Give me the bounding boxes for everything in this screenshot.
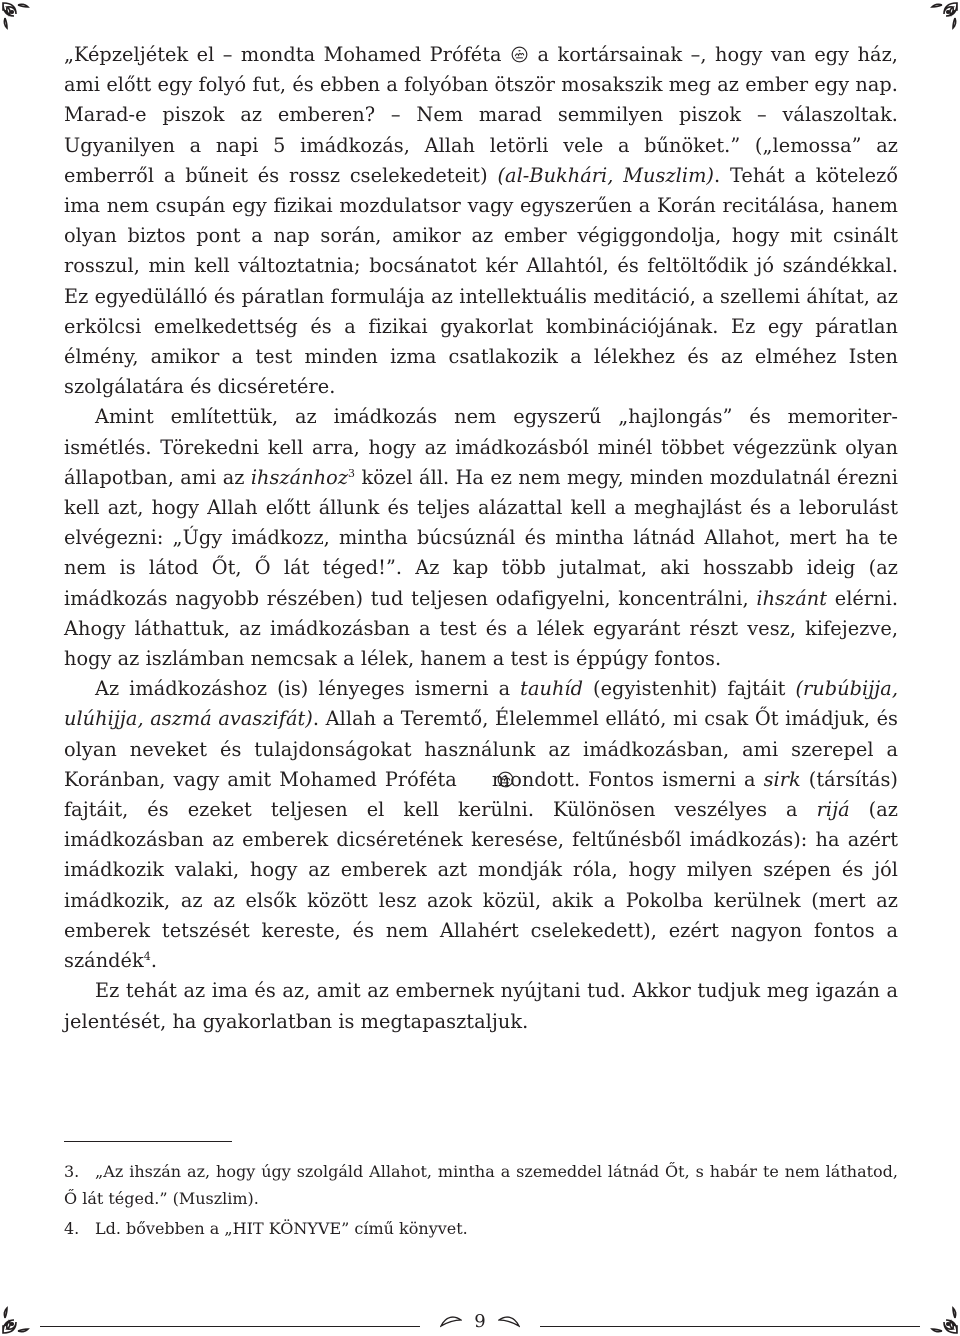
text-run: (az imádkozásban az emberek dicséretének keresése, feltűnésből imádkozás): ha azért imádkozik valaki, hogy az emberek azt mondják róla, hogy milyen szépen és jól imádkozik, az az elsők között lesz azok közül, akik a Pokolba kerülnek (mert az emberek tetszését kereste, és nem Allahért cselekedett), ezért nagyon fontos a szándék <box>64 798 898 973</box>
footnote <box>64 1215 898 1242</box>
text-run: . <box>150 949 158 973</box>
text-run: közel áll. Ha ez nem megy, minden mozdulatnál érezni kell azt, hogy Allah előtt állunk és teljes alázattal kell a meghajlást és a leborulást elvégezni: „Úgy imádkozz, mintha búcsúznál és mintha látnád Allahot, mert ha te nem is látod Őt, Ő lát téged!”. Az kap több jutalmat, aki hosszabb ideig (az imádkozás nagyobb részében) tud teljesen odafigyelni, koncentrálni, <box>64 465 898 610</box>
italic-text: (al-Bukhári, Muszlim) <box>497 163 714 187</box>
text-run: Ez tehát az ima és az, amit az embernek nyújtani tud. Akkor tudjuk meg igazán a jelentését, ha gyakorlatban is megtapasztaljuk. <box>64 979 898 1033</box>
page-number: 9 <box>474 1311 486 1332</box>
text-run: „Képzeljétek el – mondta Mohamed Próféta <box>64 43 511 66</box>
text-run: Amint említettük, az imádkozás nem egyszerű „hajlongás” és memoriter-ismétlés. Törekedni kell arra, hogy az imádkozásból minél többet végezzünk olyan állapotban, ami az <box>64 405 898 489</box>
pbuh-icon <box>511 42 528 59</box>
pbuh-icon <box>466 767 483 784</box>
italic-text: ihszánt <box>756 586 828 610</box>
footnotes <box>64 1158 898 1245</box>
italic-text: ihszánhoz <box>250 465 349 489</box>
text-run: . Allah a Teremtő, Élelemmel ellátó, mi csak Őt imádjuk, és olyan neveket és tulajdonságokat használunk az imádkozásban, ami szerepel a Koránban, vagy amit Mohamed Próféta <box>64 707 898 791</box>
italic-text: sirk <box>763 767 801 791</box>
text-run: a kortársainak –, hogy van egy ház, ami előtt egy folyó fut, és ebben a folyóban ötször mosakszik meg az ember egy nap. Marad-e piszok az emberen? – Nem marad semmilyen piszok – válaszoltak. Ugyanilyen a napi 5 imádkozás, Allah letörli vele a bűnöket.” („lemossa” az emberről a bűneit és rossz cselekedeteit) <box>64 43 898 187</box>
paragraph <box>64 402 898 674</box>
corner-ornament-icon <box>926 0 960 34</box>
leaf-ornament-icon <box>498 1314 520 1328</box>
italic-text: (rubúbijja, ulúhijja, aszmá avaszifát) <box>64 677 898 731</box>
text-run: . Tehát a kötelező ima nem csupán egy fizikai mozdulatsor vagy egyszerűen a Korán recitálása, hanem olyan biztos pont a nap során, amikor az ember végiggondolja, hogy mit csinált rosszul, min kell változtatnia; bocsánatot kér Allahtól, és feltöltődik jó szándékkal. Ez egyedülálló és páratlan formulája az intellektuális meditáció, a szellemi áhítat, az erkölcsi emelkedettség és a fizikai gyakorlat kombinációjának. Ez egy páratlan élmény, amikor a test minden izma csatlakozik a lélekhez és az elméhez Isten szolgálatára és dicséretére. <box>64 163 898 399</box>
body-text <box>64 40 898 1037</box>
italic-text: rijá <box>816 798 850 822</box>
footnote-number: 3. <box>64 1162 80 1181</box>
footnote-divider <box>64 1141 232 1142</box>
page-footer <box>0 1300 960 1336</box>
corner-ornament-icon <box>0 0 34 34</box>
footer-rule <box>40 1326 420 1327</box>
footnote-ref: 3 <box>348 466 356 480</box>
text-run: (egyistenhit) fajtáit <box>583 677 796 701</box>
footer-rule <box>540 1326 920 1327</box>
paragraph <box>64 976 898 1036</box>
text-run: Az imádkozáshoz (is) lényeges ismerni a <box>95 677 521 701</box>
italic-text: tauhíd <box>520 677 584 701</box>
paragraph <box>64 674 898 976</box>
footnote-ref: 4 <box>143 950 151 964</box>
footnote-number: 4. <box>64 1219 80 1238</box>
footnote-text: „Az ihszán az, hogy úgy szolgáld Allahot, mintha a szemeddel látnád Őt, s habár te nem láthatod, Ő lát téged.” (Muszlim). <box>64 1162 898 1208</box>
text-run: mondott. Fontos ismerni a <box>483 767 764 791</box>
text-run: (társítás) fajtáit, és ezeket teljesen el kell kerülni. Különösen veszélyes a <box>64 767 898 822</box>
paragraph <box>64 40 898 402</box>
footnote-text: Ld. bővebben a „HIT KÖNYVE” című könyvet. <box>95 1219 468 1238</box>
text-run: elérni. Ahogy láthattuk, az imádkozásban a test és a lélek egyaránt részt vesz, kifejezve, hogy az iszlámban nemcsak a lélek, hanem a test is éppúgy fontos. <box>64 586 899 671</box>
footnote <box>64 1158 898 1212</box>
